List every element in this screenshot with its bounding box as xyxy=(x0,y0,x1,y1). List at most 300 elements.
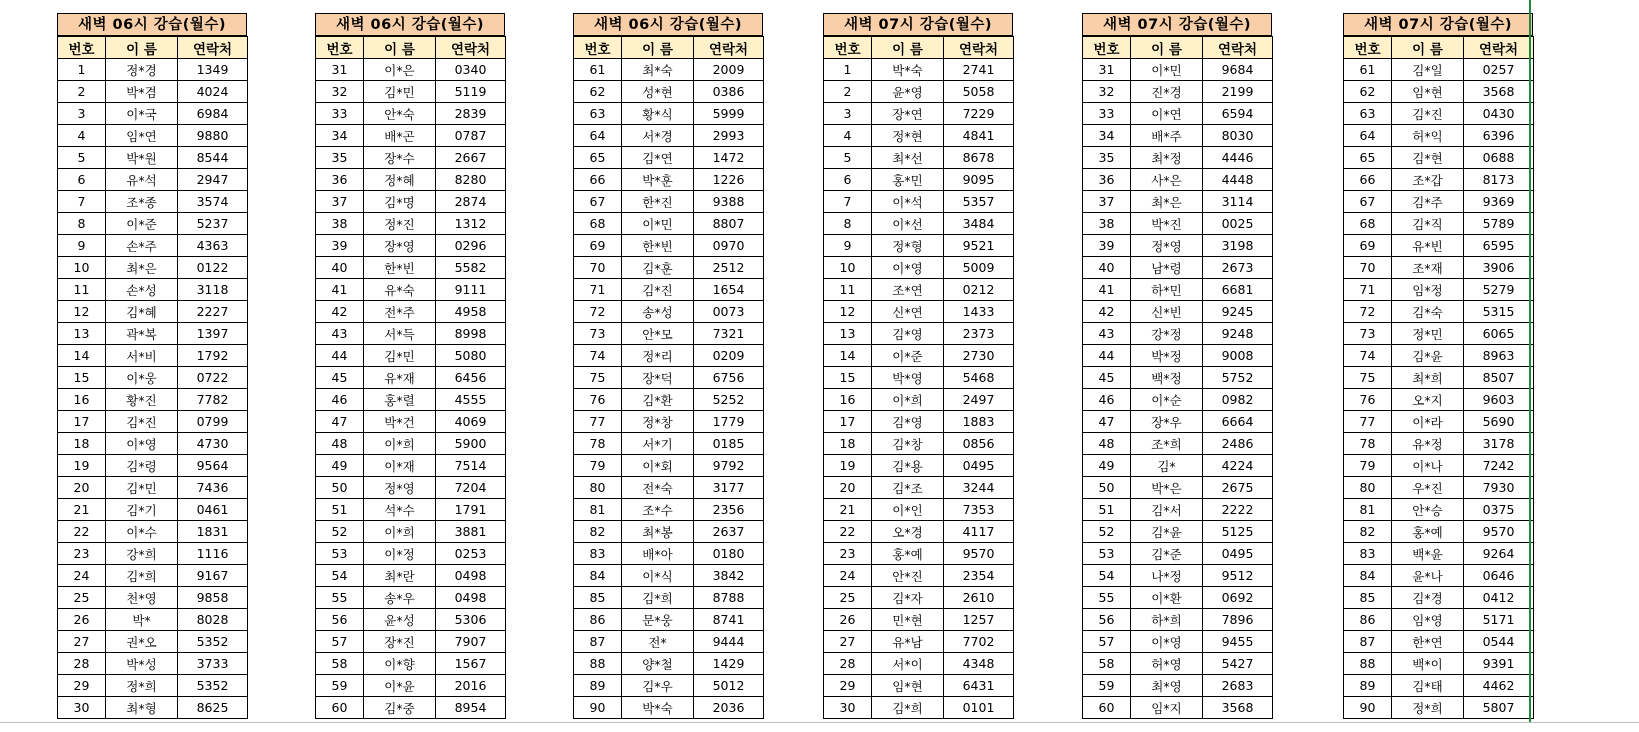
table-row xyxy=(58,653,248,675)
table-row xyxy=(574,169,764,191)
cell-contact: 0296 xyxy=(436,235,506,257)
header-no: 번호 xyxy=(316,37,364,59)
table-row xyxy=(1344,257,1534,279)
cell-no: 74 xyxy=(1344,345,1392,367)
cell-no: 66 xyxy=(574,169,622,191)
table-row xyxy=(1344,169,1534,191)
table-row xyxy=(824,279,1014,301)
cell-contact: 2222 xyxy=(1203,499,1273,521)
table-row xyxy=(824,697,1014,719)
cell-name: 윤*나 xyxy=(1392,565,1464,587)
cell-name: 홍*예 xyxy=(1392,521,1464,543)
table-row xyxy=(1344,345,1534,367)
cell-no: 79 xyxy=(1344,455,1392,477)
cell-name: 김*일 xyxy=(1392,59,1464,81)
table-row xyxy=(1083,367,1273,389)
cell-no: 87 xyxy=(574,631,622,653)
cell-name: 박*숙 xyxy=(622,697,694,719)
cell-contact: 0799 xyxy=(178,411,248,433)
cell-name: 이*은 xyxy=(364,59,436,81)
table-row xyxy=(824,301,1014,323)
cell-name: 서*경 xyxy=(622,125,694,147)
cell-name: 정*창 xyxy=(622,411,694,433)
cell-name: 이*희 xyxy=(872,389,944,411)
table-row xyxy=(316,81,506,103)
cell-name: 박*성 xyxy=(106,653,178,675)
cell-no: 23 xyxy=(58,543,106,565)
cell-contact: 0212 xyxy=(944,279,1014,301)
cell-name: 오*경 xyxy=(872,521,944,543)
table-row xyxy=(316,653,506,675)
cell-no: 69 xyxy=(574,235,622,257)
cell-no: 86 xyxy=(574,609,622,631)
cell-contact: 3733 xyxy=(178,653,248,675)
table-row xyxy=(574,433,764,455)
cell-no: 68 xyxy=(1344,213,1392,235)
cell-name: 김*영 xyxy=(872,411,944,433)
table-row xyxy=(574,631,764,653)
table-row xyxy=(824,345,1014,367)
table-row xyxy=(316,301,506,323)
cell-contact: 0340 xyxy=(436,59,506,81)
table-row xyxy=(824,675,1014,697)
table-row xyxy=(58,301,248,323)
cell-name: 이*순 xyxy=(1131,389,1203,411)
cell-name: 김*직 xyxy=(1392,213,1464,235)
cell-contact: 7229 xyxy=(944,103,1014,125)
cell-contact: 6664 xyxy=(1203,411,1273,433)
cell-name: 임*현 xyxy=(872,675,944,697)
cell-contact: 9008 xyxy=(1203,345,1273,367)
table-row xyxy=(1083,323,1273,345)
table-row xyxy=(316,279,506,301)
table-row xyxy=(574,257,764,279)
cell-name: 김*영 xyxy=(872,323,944,345)
cell-contact: 5306 xyxy=(436,609,506,631)
cell-contact: 2730 xyxy=(944,345,1014,367)
header-contact: 연락처 xyxy=(694,37,764,59)
cell-name: 백*윤 xyxy=(1392,543,1464,565)
header-contact: 연락처 xyxy=(944,37,1014,59)
cell-contact: 5999 xyxy=(694,103,764,125)
cell-no: 58 xyxy=(316,653,364,675)
cell-contact: 9880 xyxy=(178,125,248,147)
cell-contact: 1349 xyxy=(178,59,248,81)
cell-name: 백*정 xyxy=(1131,367,1203,389)
cell-name: 임*연 xyxy=(106,125,178,147)
cell-contact: 8028 xyxy=(178,609,248,631)
cell-name: 김*자 xyxy=(872,587,944,609)
table-row xyxy=(1344,565,1534,587)
cell-contact: 5900 xyxy=(436,433,506,455)
cell-contact: 2009 xyxy=(694,59,764,81)
cell-no: 81 xyxy=(1344,499,1392,521)
cell-no: 32 xyxy=(1083,81,1131,103)
cell-no: 57 xyxy=(1083,631,1131,653)
table-row xyxy=(574,499,764,521)
cell-name: 김*환 xyxy=(622,389,694,411)
cell-name: 오*지 xyxy=(1392,389,1464,411)
roster-table xyxy=(823,36,1014,719)
cell-name: 김*용 xyxy=(872,455,944,477)
cell-no: 33 xyxy=(316,103,364,125)
cell-no: 72 xyxy=(1344,301,1392,323)
cell-contact: 3114 xyxy=(1203,191,1273,213)
cell-contact: 5789 xyxy=(1464,213,1534,235)
cell-contact: 0646 xyxy=(1464,565,1534,587)
cell-contact: 0722 xyxy=(178,367,248,389)
cell-contact: 7907 xyxy=(436,631,506,653)
cell-name: 김*희 xyxy=(872,697,944,719)
table-row xyxy=(316,499,506,521)
cell-contact: 2673 xyxy=(1203,257,1273,279)
cell-no: 49 xyxy=(316,455,364,477)
cell-contact: 9858 xyxy=(178,587,248,609)
table-row xyxy=(58,609,248,631)
cell-name: 이*환 xyxy=(1131,587,1203,609)
table-row xyxy=(316,609,506,631)
cell-contact: 9792 xyxy=(694,455,764,477)
header-row xyxy=(574,37,764,59)
cell-no: 75 xyxy=(574,367,622,389)
cell-contact: 8544 xyxy=(178,147,248,169)
cell-no: 49 xyxy=(1083,455,1131,477)
cell-name: 전*숙 xyxy=(622,477,694,499)
cell-name: 최*형 xyxy=(106,697,178,719)
cell-no: 13 xyxy=(58,323,106,345)
table-row xyxy=(316,125,506,147)
cell-no: 86 xyxy=(1344,609,1392,631)
header-name: 이 름 xyxy=(1392,37,1464,59)
cell-contact: 5352 xyxy=(178,675,248,697)
cell-name: 전*주 xyxy=(364,301,436,323)
cell-name: 임*정 xyxy=(1392,279,1464,301)
roster-table xyxy=(1343,36,1534,719)
cell-name: 송*성 xyxy=(622,301,694,323)
table-row xyxy=(574,587,764,609)
cell-contact: 7242 xyxy=(1464,455,1534,477)
cell-name: 조*재 xyxy=(1392,257,1464,279)
cell-no: 33 xyxy=(1083,103,1131,125)
header-name: 이 름 xyxy=(364,37,436,59)
cell-name: 허*익 xyxy=(1392,125,1464,147)
cell-no: 78 xyxy=(1344,433,1392,455)
cell-contact: 4462 xyxy=(1464,675,1534,697)
header-row xyxy=(316,37,506,59)
table-row xyxy=(316,433,506,455)
table-row xyxy=(1344,587,1534,609)
cell-contact: 0692 xyxy=(1203,587,1273,609)
cell-name: 이*민 xyxy=(1131,59,1203,81)
cell-name: 문*웅 xyxy=(622,609,694,631)
table-row xyxy=(574,235,764,257)
table-row xyxy=(316,455,506,477)
table-row xyxy=(574,543,764,565)
cell-no: 22 xyxy=(824,521,872,543)
table-row xyxy=(1344,521,1534,543)
table-row xyxy=(316,521,506,543)
table-row xyxy=(574,191,764,213)
cell-contact: 8678 xyxy=(944,147,1014,169)
cell-contact: 1429 xyxy=(694,653,764,675)
table-row xyxy=(58,499,248,521)
cell-no: 88 xyxy=(574,653,622,675)
cell-no: 62 xyxy=(1344,81,1392,103)
cell-name: 이*정 xyxy=(364,543,436,565)
cell-contact: 0185 xyxy=(694,433,764,455)
cell-no: 51 xyxy=(1083,499,1131,521)
cell-no: 55 xyxy=(316,587,364,609)
cell-name: 박* xyxy=(106,609,178,631)
cell-no: 10 xyxy=(58,257,106,279)
table-row xyxy=(824,411,1014,433)
table-row xyxy=(824,609,1014,631)
cell-contact: 9444 xyxy=(694,631,764,653)
cell-no: 48 xyxy=(1083,433,1131,455)
cell-name: 박*건 xyxy=(364,411,436,433)
cell-no: 74 xyxy=(574,345,622,367)
table-row xyxy=(58,235,248,257)
cell-contact: 0498 xyxy=(436,587,506,609)
cell-name: 장*덕 xyxy=(622,367,694,389)
table-row xyxy=(824,499,1014,521)
cell-no: 40 xyxy=(316,257,364,279)
cell-name: 김*준 xyxy=(1131,543,1203,565)
cell-name: 박*겸 xyxy=(106,81,178,103)
cell-contact: 5058 xyxy=(944,81,1014,103)
cell-contact: 0498 xyxy=(436,565,506,587)
cell-contact: 5279 xyxy=(1464,279,1534,301)
cell-no: 85 xyxy=(574,587,622,609)
cell-contact: 2993 xyxy=(694,125,764,147)
cell-no: 25 xyxy=(58,587,106,609)
cell-no: 63 xyxy=(1344,103,1392,125)
cell-contact: 6756 xyxy=(694,367,764,389)
cell-no: 67 xyxy=(574,191,622,213)
cell-no: 16 xyxy=(58,389,106,411)
table-row xyxy=(574,125,764,147)
table-row xyxy=(1344,279,1534,301)
cell-no: 3 xyxy=(58,103,106,125)
table-row xyxy=(58,191,248,213)
table-row xyxy=(1083,521,1273,543)
cell-no: 22 xyxy=(58,521,106,543)
cell-no: 6 xyxy=(58,169,106,191)
cell-contact: 0253 xyxy=(436,543,506,565)
cell-no: 57 xyxy=(316,631,364,653)
cell-contact: 2227 xyxy=(178,301,248,323)
table-row xyxy=(1344,103,1534,125)
cell-name: 서*기 xyxy=(622,433,694,455)
table-row xyxy=(574,345,764,367)
table-row xyxy=(1344,675,1534,697)
table-row xyxy=(824,59,1014,81)
cell-no: 31 xyxy=(316,59,364,81)
table-row xyxy=(316,389,506,411)
table-row xyxy=(58,103,248,125)
cell-contact: 9095 xyxy=(944,169,1014,191)
cell-no: 53 xyxy=(1083,543,1131,565)
table-row xyxy=(316,59,506,81)
cell-contact: 0209 xyxy=(694,345,764,367)
table-row xyxy=(1344,631,1534,653)
cell-contact: 6594 xyxy=(1203,103,1273,125)
cell-no: 28 xyxy=(824,653,872,675)
cell-name: 이*영 xyxy=(1131,631,1203,653)
cell-name: 최*희 xyxy=(1392,367,1464,389)
cell-contact: 5171 xyxy=(1464,609,1534,631)
cell-contact: 2637 xyxy=(694,521,764,543)
cell-name: 정*영 xyxy=(1131,235,1203,257)
table-row xyxy=(58,565,248,587)
cell-no: 78 xyxy=(574,433,622,455)
cell-no: 50 xyxy=(316,477,364,499)
table-row xyxy=(824,147,1014,169)
cell-name: 김*령 xyxy=(106,455,178,477)
roster-block xyxy=(315,13,505,719)
table-row xyxy=(1344,411,1534,433)
cell-contact: 2675 xyxy=(1203,477,1273,499)
cell-contact: 1779 xyxy=(694,411,764,433)
cell-contact: 2741 xyxy=(944,59,1014,81)
cell-contact: 6681 xyxy=(1203,279,1273,301)
table-row xyxy=(58,345,248,367)
cell-no: 13 xyxy=(824,323,872,345)
cell-no: 62 xyxy=(574,81,622,103)
cell-contact: 9245 xyxy=(1203,301,1273,323)
cell-contact: 1883 xyxy=(944,411,1014,433)
cell-name: 손*성 xyxy=(106,279,178,301)
cell-name: 김* xyxy=(1131,455,1203,477)
cell-name: 하*희 xyxy=(1131,609,1203,631)
table-row xyxy=(58,697,248,719)
cell-no: 26 xyxy=(824,609,872,631)
cell-no: 34 xyxy=(1083,125,1131,147)
cell-no: 83 xyxy=(574,543,622,565)
cell-no: 36 xyxy=(1083,169,1131,191)
cell-name: 이*윤 xyxy=(364,675,436,697)
cell-contact: 2486 xyxy=(1203,433,1273,455)
table-row xyxy=(316,345,506,367)
cell-name: 곽*복 xyxy=(106,323,178,345)
cell-no: 65 xyxy=(1344,147,1392,169)
table-row xyxy=(574,477,764,499)
table-row xyxy=(824,587,1014,609)
cell-contact: 0856 xyxy=(944,433,1014,455)
cell-name: 김*진 xyxy=(622,279,694,301)
cell-contact: 7514 xyxy=(436,455,506,477)
cell-no: 64 xyxy=(574,125,622,147)
cell-name: 천*영 xyxy=(106,587,178,609)
cell-name: 이*식 xyxy=(622,565,694,587)
cell-no: 90 xyxy=(1344,697,1392,719)
cell-contact: 5012 xyxy=(694,675,764,697)
cell-no: 71 xyxy=(574,279,622,301)
cell-name: 김*연 xyxy=(622,147,694,169)
cell-name: 김*명 xyxy=(364,191,436,213)
cell-contact: 0970 xyxy=(694,235,764,257)
table-row xyxy=(1344,433,1534,455)
cell-name: 김*서 xyxy=(1131,499,1203,521)
cell-no: 7 xyxy=(58,191,106,213)
header-contact: 연락처 xyxy=(1464,37,1534,59)
cell-name: 최*란 xyxy=(364,565,436,587)
cell-name: 이*향 xyxy=(364,653,436,675)
cell-no: 4 xyxy=(58,125,106,147)
cell-name: 김*윤 xyxy=(1131,521,1203,543)
cell-contact: 9455 xyxy=(1203,631,1273,653)
cell-contact: 8954 xyxy=(436,697,506,719)
cell-name: 유*빈 xyxy=(1392,235,1464,257)
cell-no: 24 xyxy=(824,565,872,587)
table-row xyxy=(316,477,506,499)
cell-no: 27 xyxy=(824,631,872,653)
cell-contact: 4348 xyxy=(944,653,1014,675)
cell-no: 73 xyxy=(1344,323,1392,345)
header-contact: 연락처 xyxy=(178,37,248,59)
cell-contact: 4448 xyxy=(1203,169,1273,191)
cell-name: 최*선 xyxy=(872,147,944,169)
cell-no: 67 xyxy=(1344,191,1392,213)
header-name: 이 름 xyxy=(1131,37,1203,59)
table-row xyxy=(824,565,1014,587)
block-title: 새벽 06시 강습(월수) xyxy=(57,13,247,36)
table-row xyxy=(1344,477,1534,499)
cell-name: 이*라 xyxy=(1392,411,1464,433)
cell-name: 정*혜 xyxy=(364,169,436,191)
cell-no: 50 xyxy=(1083,477,1131,499)
table-row xyxy=(1344,653,1534,675)
cell-name: 이*국 xyxy=(106,103,178,125)
cell-name: 정*경 xyxy=(106,59,178,81)
cell-contact: 5125 xyxy=(1203,521,1273,543)
cell-no: 12 xyxy=(824,301,872,323)
cell-name: 백*이 xyxy=(1392,653,1464,675)
cell-contact: 0122 xyxy=(178,257,248,279)
cell-contact: 2839 xyxy=(436,103,506,125)
cell-name: 한*진 xyxy=(622,191,694,213)
cell-name: 우*진 xyxy=(1392,477,1464,499)
cell-contact: 4730 xyxy=(178,433,248,455)
table-row xyxy=(58,455,248,477)
cell-name: 임*지 xyxy=(1131,697,1203,719)
cell-name: 배*아 xyxy=(622,543,694,565)
cell-contact: 4224 xyxy=(1203,455,1273,477)
cell-no: 64 xyxy=(1344,125,1392,147)
header-name: 이 름 xyxy=(872,37,944,59)
cell-contact: 1433 xyxy=(944,301,1014,323)
cell-name: 양*철 xyxy=(622,653,694,675)
cell-no: 1 xyxy=(58,59,106,81)
table-row xyxy=(58,433,248,455)
cell-contact: 7353 xyxy=(944,499,1014,521)
cell-no: 58 xyxy=(1083,653,1131,675)
cell-name: 김*태 xyxy=(1392,675,1464,697)
table-row xyxy=(824,477,1014,499)
cell-no: 32 xyxy=(316,81,364,103)
cell-contact: 9369 xyxy=(1464,191,1534,213)
cell-name: 김*중 xyxy=(364,697,436,719)
table-row xyxy=(1344,543,1534,565)
cell-no: 80 xyxy=(574,477,622,499)
cell-name: 정*진 xyxy=(364,213,436,235)
table-row xyxy=(824,521,1014,543)
table-row xyxy=(58,59,248,81)
cell-contact: 2036 xyxy=(694,697,764,719)
cell-contact: 2683 xyxy=(1203,675,1273,697)
cell-contact: 4555 xyxy=(436,389,506,411)
cell-no: 5 xyxy=(58,147,106,169)
